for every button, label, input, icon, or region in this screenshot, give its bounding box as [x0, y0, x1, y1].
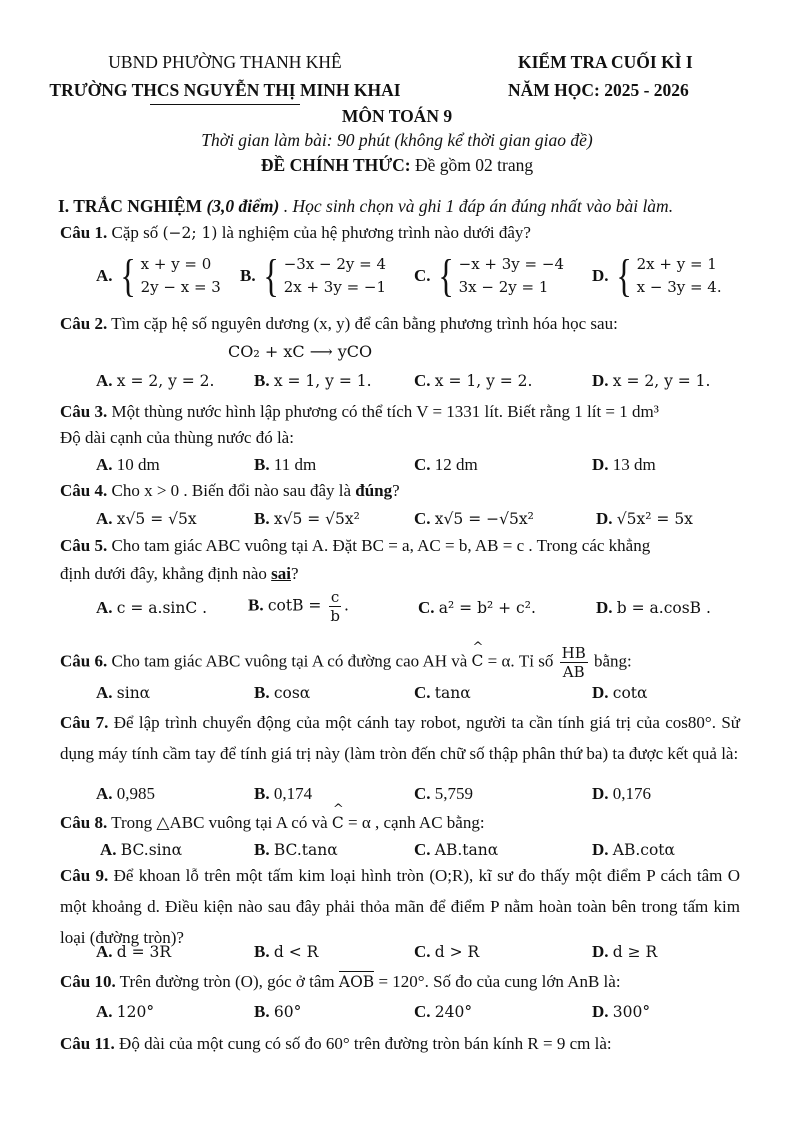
q2-option-c[interactable] [414, 371, 532, 391]
q6-text-end: bằng: [589, 651, 632, 671]
official-label: ĐỀ CHÍNH THỨC: [260, 155, 411, 175]
option-letter: C. [414, 840, 431, 859]
option-letter: D. [596, 509, 613, 528]
q10-option-a[interactable] [96, 1002, 154, 1022]
option-text: cotα [612, 684, 648, 702]
option-letter: D. [592, 942, 609, 961]
equation: −3x − 2y = 4 [283, 255, 387, 273]
q9-option-b[interactable] [254, 942, 318, 962]
q1-option-c[interactable] [414, 250, 564, 301]
option-letter: B. [240, 266, 256, 285]
option-letter: B. [254, 942, 270, 961]
q1-option-d[interactable] [592, 250, 722, 301]
equation: x + y = 0 [140, 255, 212, 273]
q5-option-a[interactable] [96, 598, 207, 618]
option-text: cosα [273, 684, 311, 702]
q1-text: Cặp số [107, 223, 163, 242]
q6-text-mid: = α. Tỉ số [483, 651, 558, 671]
q5-option-b[interactable] [248, 588, 349, 625]
q5-text-2a: định dưới đây, khẳng định nào [60, 564, 272, 583]
option-text-end: . [343, 596, 349, 615]
option-letter: C. [418, 598, 435, 617]
q6-label: Câu 6. [60, 651, 108, 671]
school-year: NĂM HỌC: 2025 - 2026 [508, 80, 689, 100]
option-text: 13 dm [612, 455, 656, 474]
option-text: d ≥ R [612, 943, 658, 961]
angle-c: ^ C [332, 814, 344, 832]
q7-text: Để lập trình chuyển động của một cánh tay robot, người ta cần tính giá trị của cos80°. Sử dụng máy tính cầm tay để tính giá trị này (làm tròn đến chữ số thập phân thứ ba) ta được kết quả là: [60, 713, 740, 763]
official-note [0, 155, 794, 176]
option-text: d = 3R [116, 943, 172, 961]
option-text: 60° [273, 1003, 302, 1021]
option-letter: A. [100, 840, 117, 859]
q3-option-d[interactable] [592, 455, 656, 475]
option-text: 12 dm [434, 455, 478, 474]
option-text: BC.sinα [120, 841, 183, 859]
option-text: x = 2, y = 2. [116, 372, 215, 390]
q5-text-bold: sai [271, 564, 291, 583]
option-letter: B. [254, 1002, 270, 1021]
option-letter: A. [96, 784, 113, 803]
header-underline [150, 104, 300, 105]
page-count: Đề gồm 02 trang [410, 155, 534, 175]
option-letter: A. [96, 455, 113, 474]
q8-option-a[interactable] [100, 840, 182, 860]
question-7 [60, 707, 740, 769]
q1-option-a[interactable] [96, 250, 221, 301]
q2-reaction: CO₂ + xC ⟶ yCO [228, 342, 373, 361]
option-letter: D. [592, 266, 609, 285]
q8-text: Trong △ABC vuông tại A có và [107, 813, 332, 832]
option-letter: D. [596, 598, 613, 617]
option-letter: B. [254, 784, 270, 803]
q5-text-2 [60, 564, 299, 584]
option-text: 120° [116, 1003, 155, 1021]
q6-text: Cho tam giác ABC vuông tại A có đường cao AH và [107, 651, 472, 671]
question-4 [60, 481, 400, 501]
q4-option-a[interactable] [96, 509, 197, 529]
question-3 [60, 402, 659, 422]
option-letter: A. [96, 1002, 113, 1021]
q6-option-c[interactable] [414, 683, 471, 703]
option-text: 0,176 [612, 784, 652, 803]
q10-option-d[interactable] [592, 1002, 650, 1022]
q9-option-a[interactable] [96, 942, 171, 962]
subject-title: MÔN TOÁN 9 [341, 106, 453, 126]
q5-text: Cho tam giác ABC vuông tại A. Đặt BC = a, AC = b, AB = c . Trong các khẳng [107, 536, 651, 555]
equation: 2y − x = 3 [140, 278, 221, 296]
option-letter: B. [248, 595, 264, 615]
option-letter: A. [96, 509, 113, 528]
option-text: d < R [273, 943, 319, 961]
option-letter: C. [414, 266, 431, 285]
q4-text: Cho x > 0 . Biến đổi nào sau đây là [107, 481, 356, 500]
equation: 2x + y = 1 [636, 255, 717, 273]
q8-text-end: = α , cạnh AC bằng: [343, 813, 485, 832]
option-letter: A. [96, 266, 113, 285]
option-text: sinα [116, 684, 151, 702]
option-text: x = 2, y = 1. [612, 372, 711, 390]
q2-option-d[interactable] [592, 371, 710, 391]
q5-option-d[interactable] [596, 598, 711, 618]
fraction [560, 644, 588, 681]
q11-text: Độ dài của một cung có số đo 60° trên đường tròn bán kính R = 9 cm là: [114, 1034, 612, 1053]
q4-option-b[interactable] [254, 509, 360, 529]
ward-name: UBND PHƯỜNG THANH KHÊ [108, 52, 342, 72]
q8-option-b[interactable] [254, 840, 338, 860]
q6-option-b[interactable] [254, 683, 310, 703]
time-limit: Thời gian làm bài: 90 phút (không kể thời gian giao đề) [201, 130, 593, 150]
denominator: AB [562, 663, 585, 681]
q7-option-c[interactable] [414, 784, 473, 804]
q9-option-c[interactable] [414, 942, 479, 962]
option-text: 11 dm [273, 455, 317, 474]
option-letter: D. [592, 1002, 609, 1021]
option-text: 0,174 [273, 784, 313, 803]
q2-text: Tìm cặp hệ số nguyên dương (x, y) để cân bằng phương trình hóa học sau: [107, 314, 618, 333]
option-text: AB.tanα [434, 841, 499, 859]
brace-icon: { [119, 250, 136, 301]
q3-option-c[interactable] [414, 455, 478, 475]
denominator: b [330, 607, 340, 625]
equation: 2x + 3y = −1 [283, 278, 387, 296]
option-letter: A. [96, 942, 113, 961]
option-text: tanα [434, 684, 471, 702]
q2-option-b[interactable] [254, 371, 372, 391]
option-letter: B. [254, 683, 270, 702]
fraction [328, 588, 342, 625]
q10-text-end: = 120°. Số đo của cung lớn AnB là: [374, 972, 621, 991]
option-text: a² = b² + c². [438, 599, 536, 617]
q2-label: Câu 2. [60, 314, 108, 333]
question-2 [60, 314, 618, 334]
option-letter: D. [592, 784, 609, 803]
q9-option-d[interactable] [592, 942, 657, 962]
option-letter: A. [96, 598, 113, 617]
q1-pair: (−2; 1) [162, 224, 218, 242]
numerator: HB [561, 644, 586, 662]
q8-label: Câu 8. [60, 813, 108, 832]
option-text: AB.cotα [612, 841, 676, 859]
option-text: 5,759 [434, 784, 474, 803]
q5-text-end: ? [291, 564, 299, 583]
section-heading [58, 196, 673, 217]
option-letter: C. [414, 784, 431, 803]
option-text: 240° [434, 1003, 473, 1021]
q3-option-b[interactable] [254, 455, 316, 475]
option-text: 300° [612, 1003, 651, 1021]
q9-text: Để khoan lỗ trên một tấm kim loại hình tròn (O;R), kĩ sư đo thấy một điểm P cách tâm O một khoảng d. Điều kiện nào sau đây phải thỏa mãn để điểm P nằm hoàn toàn bên trong tấm kim loại (đường tròn)? [60, 866, 741, 947]
option-letter: D. [592, 683, 609, 702]
q10-option-b[interactable] [254, 1002, 301, 1022]
option-letter: D. [592, 455, 609, 474]
q5-label: Câu 5. [60, 536, 108, 555]
q8-option-c[interactable] [414, 840, 498, 860]
q8-option-d[interactable] [592, 840, 675, 860]
option-text: x = 1, y = 2. [434, 372, 533, 390]
option-letter: C. [414, 1002, 431, 1021]
numerator: c [330, 588, 340, 606]
option-text: √5x² = 5x [616, 510, 693, 528]
q11-label: Câu 11. [60, 1034, 115, 1053]
q3-text: Một thùng nước hình lập phương có thể tích V = 1331 lít. Biết rằng 1 lít = 1 dm³ [107, 402, 659, 421]
q1-text-end: là nghiệm của hệ phương trình nào dưới đây? [217, 223, 531, 242]
option-letter: D. [592, 371, 609, 390]
option-letter: B. [254, 371, 270, 390]
option-text: 10 dm [116, 455, 160, 474]
q7-option-d[interactable] [592, 784, 651, 804]
option-text: d > R [434, 943, 480, 961]
q9-label: Câu 9. [60, 866, 109, 885]
option-text: BC.tanα [273, 841, 338, 859]
option-letter: C. [414, 683, 431, 702]
question-11 [60, 1034, 612, 1054]
q10-label: Câu 10. [60, 972, 116, 991]
question-5 [60, 536, 650, 556]
q6-option-a[interactable] [96, 683, 150, 703]
equation: 3x − 2y = 1 [458, 278, 549, 296]
option-text: c = a.sinC . [116, 599, 208, 617]
option-text: x√5 = √5x² [273, 510, 360, 528]
q10-option-c[interactable] [414, 1002, 472, 1022]
option-text: x√5 = √5x [116, 510, 197, 528]
q2-option-a[interactable] [96, 371, 214, 391]
option-text: 0,985 [116, 784, 156, 803]
option-text: x = 1, y = 1. [273, 372, 372, 390]
option-text: b = a.cosB . [616, 599, 711, 617]
brace-icon: { [262, 250, 279, 301]
option-letter: B. [254, 840, 270, 859]
q1-label: Câu 1. [60, 223, 108, 242]
question-1 [60, 223, 531, 243]
equation: −x + 3y = −4 [458, 255, 564, 273]
question-6 [60, 644, 632, 681]
q4-option-c[interactable] [414, 509, 534, 529]
q7-option-b[interactable] [254, 784, 312, 804]
section-title: I. TRẮC NGHIỆM [58, 196, 203, 216]
q6-option-d[interactable] [592, 683, 648, 703]
exam-title: KIỂM TRA CUỐI KÌ I [518, 52, 693, 72]
school-name: TRƯỜNG THCS NGUYỄN THỊ MINH KHAI [49, 80, 401, 100]
option-letter: C. [414, 455, 431, 474]
question-9 [60, 860, 740, 953]
option-letter: C. [414, 371, 431, 390]
q3-text-2: Độ dài cạnh của thùng nước đó là: [60, 428, 294, 447]
q4-label: Câu 4. [60, 481, 108, 500]
section-points: (3,0 điểm) [202, 196, 280, 216]
option-letter: A. [96, 683, 113, 702]
question-10 [60, 972, 621, 992]
q7-label: Câu 7. [60, 713, 109, 732]
option-letter: A. [96, 371, 113, 390]
equation: x − 3y = 4. [636, 278, 722, 296]
option-letter: C. [414, 942, 431, 961]
q4-text-end: ? [392, 481, 400, 500]
q4-text-bold: đúng [355, 481, 393, 500]
brace-icon: { [615, 250, 632, 301]
option-text: cotB = [267, 596, 327, 615]
option-letter: D. [592, 840, 609, 859]
option-text: x√5 = −√5x² [434, 510, 534, 528]
option-letter: B. [254, 455, 270, 474]
q10-text: Trên đường tròn (O), góc ở tâm [115, 972, 339, 991]
q7-option-a[interactable] [96, 784, 155, 804]
q4-option-d[interactable] [596, 509, 693, 529]
q1-option-b[interactable] [240, 250, 387, 301]
arc-aob: AOB [338, 973, 375, 991]
option-letter: B. [254, 509, 270, 528]
q3-label: Câu 3. [60, 402, 108, 421]
section-instruction: . Học sinh chọn và ghi 1 đáp án đúng nhất vào bài làm. [279, 196, 674, 216]
option-letter: C. [414, 509, 431, 528]
brace-icon: { [437, 250, 454, 301]
q3-option-a[interactable] [96, 455, 160, 475]
angle-c: ^ C [472, 652, 484, 670]
q5-option-c[interactable] [418, 598, 536, 618]
question-8 [60, 813, 485, 833]
